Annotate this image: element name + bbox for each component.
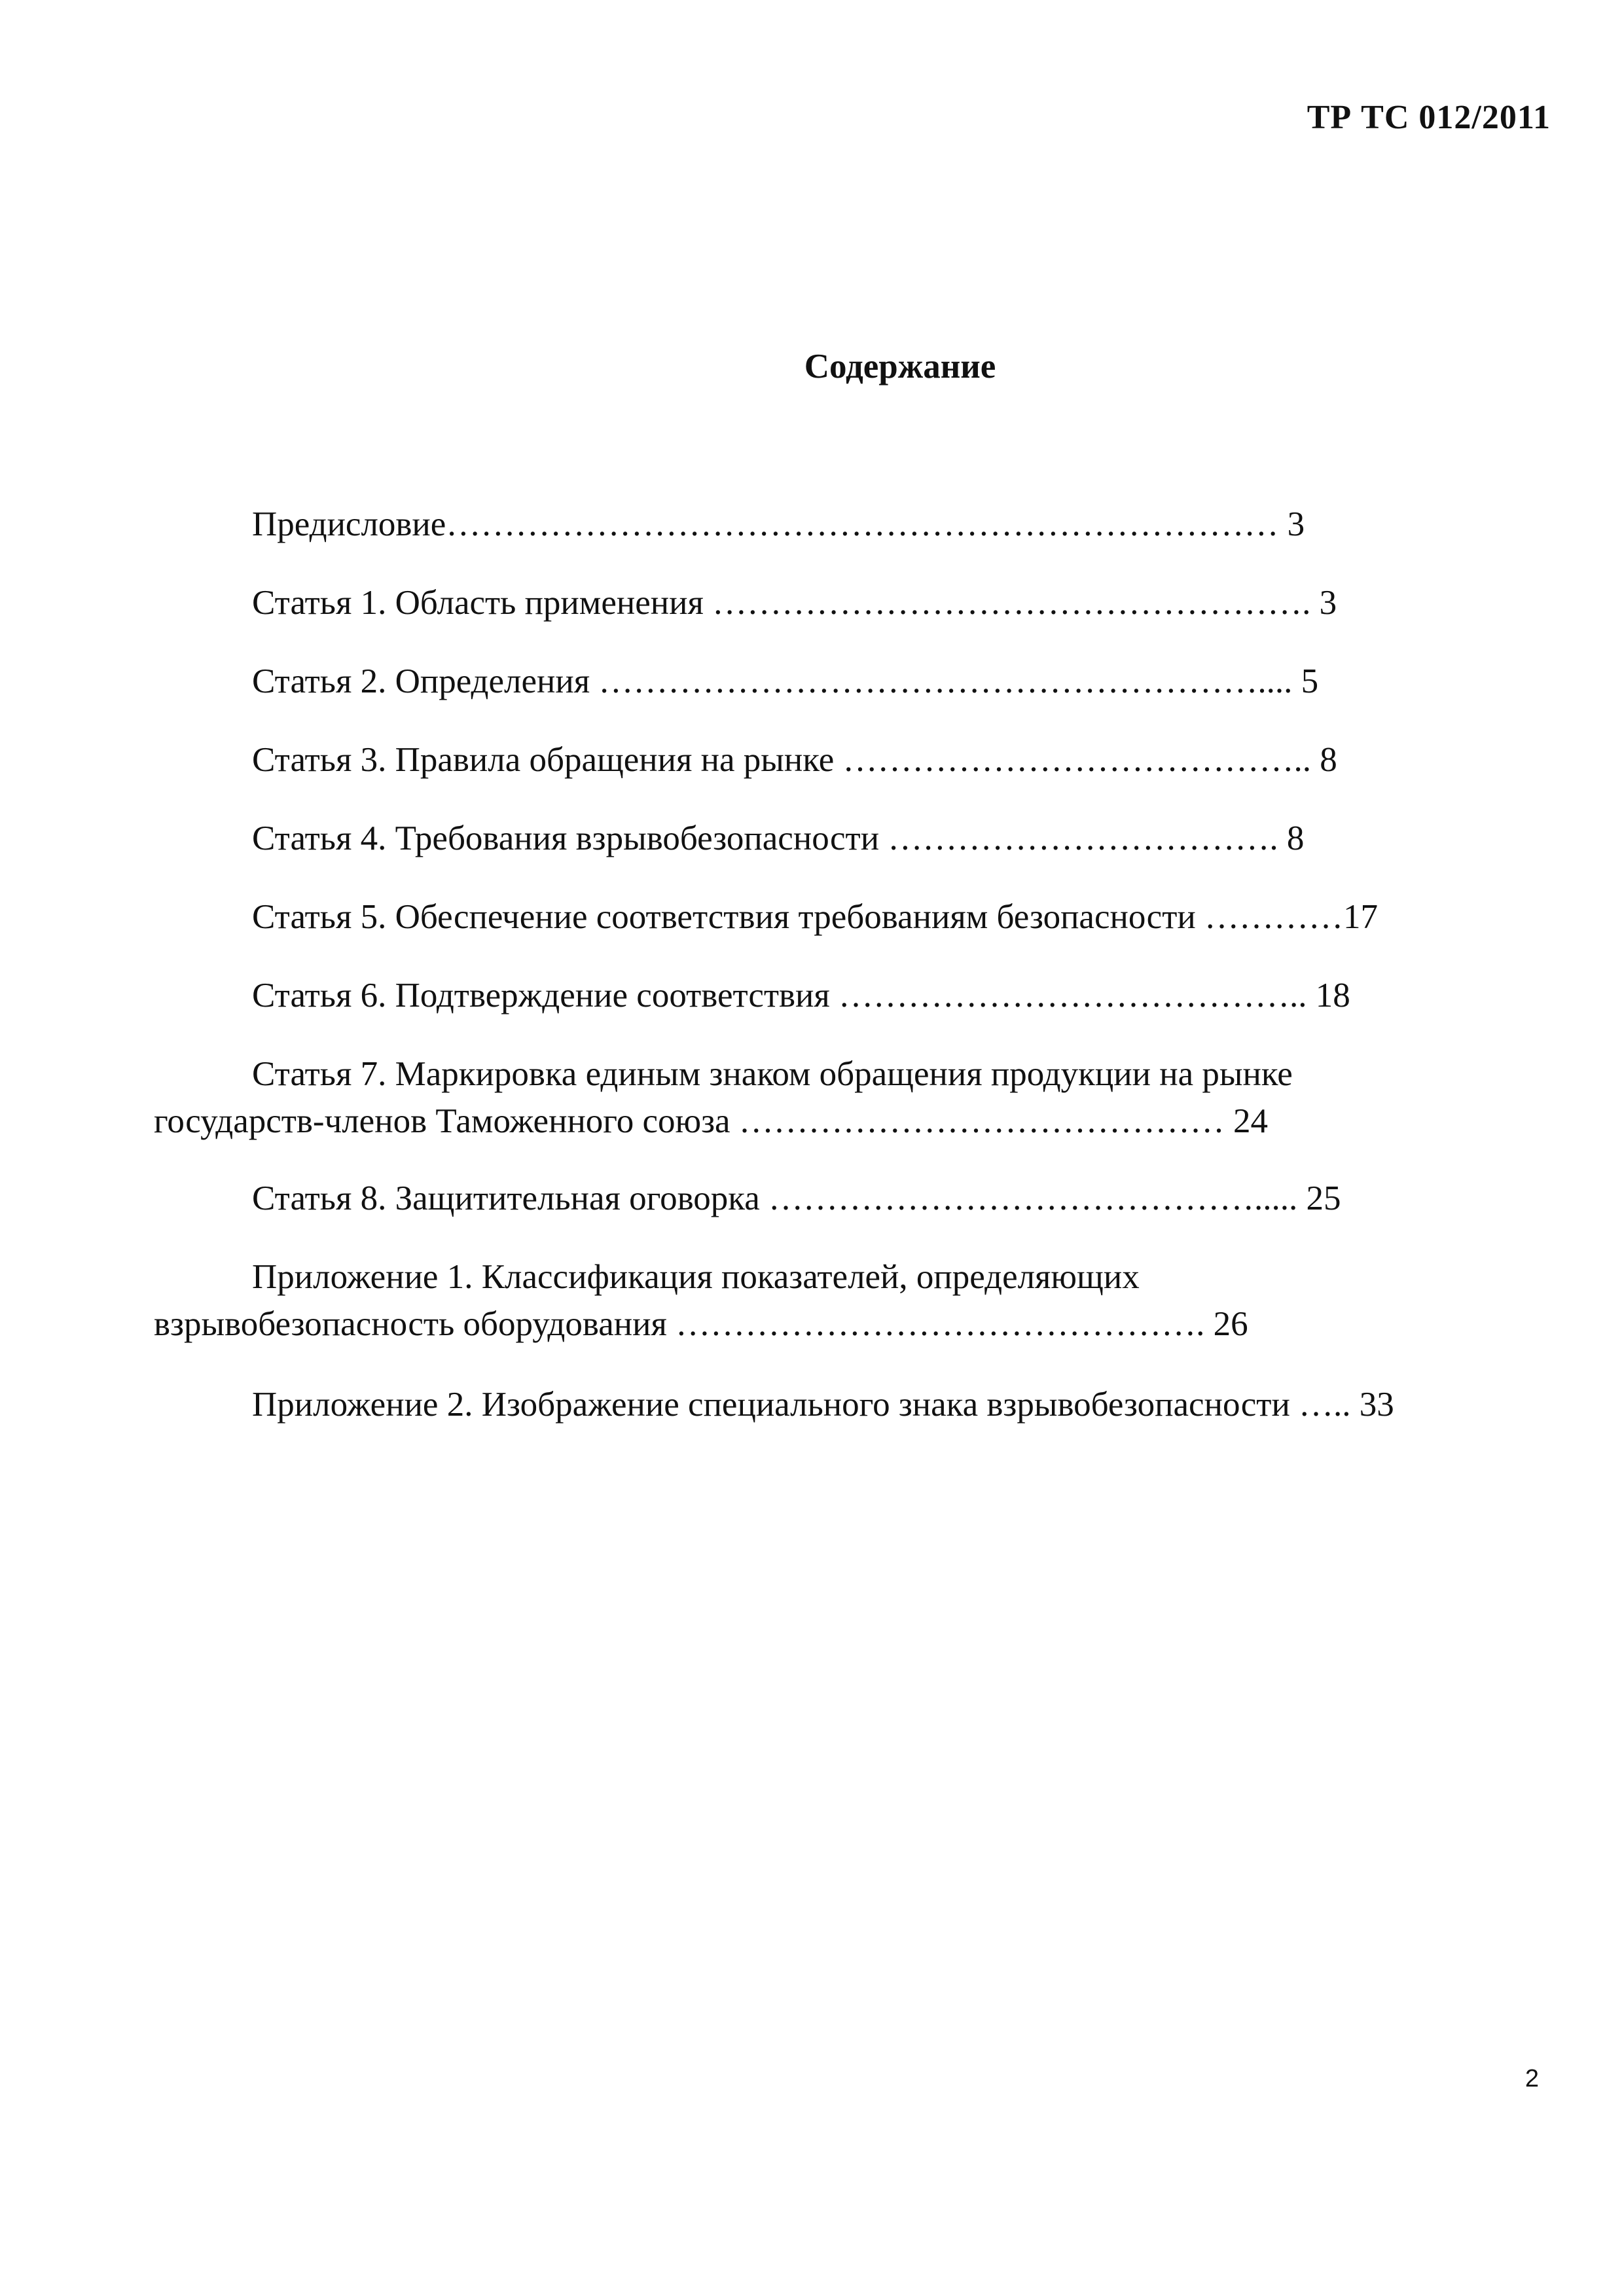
toc-entry-text: Статья 2. Определения ………………………………………………….... 5 bbox=[252, 662, 1319, 700]
toc-entry-text: Статья 4. Требования взрывобезопасности ……………………………. 8 bbox=[252, 819, 1305, 857]
toc-entry-article-4 bbox=[154, 815, 1496, 862]
toc-entry-text: Статья 8. Защитительная оговорка ……………………………………..... 25 bbox=[252, 1179, 1341, 1217]
toc-entry-text: Статья 5. Обеспечение соответствия требованиям безопасности …………17 bbox=[252, 898, 1378, 936]
toc-entry-article-5 bbox=[154, 893, 1496, 941]
toc-entry-text: Статья 6. Подтверждение соответствия ………………………………….. 18 bbox=[252, 977, 1350, 1014]
toc-entry-article-7 bbox=[154, 1050, 1496, 1145]
toc-entry-preface bbox=[154, 501, 1496, 548]
toc-entry-article-3 bbox=[154, 736, 1496, 783]
document-code: ТР ТС 012/2011 bbox=[1307, 99, 1551, 136]
toc-entry-text: Приложение 2. Изображение специального знака взрывобезопасности ….. 33 bbox=[252, 1386, 1394, 1424]
toc-entry-text: Статья 3. Правила обращения на рынке ………………………………….. 8 bbox=[252, 741, 1337, 779]
toc-entry-text: Предисловие……………………………………………………………… 3 bbox=[252, 505, 1305, 543]
toc-entry-appendix-2 bbox=[154, 1381, 1496, 1428]
toc-entry-text-continued: государств-членов Таможенного союза …………………………………… 24 bbox=[154, 1102, 1269, 1140]
toc-entry-article-6 bbox=[154, 972, 1496, 1019]
toc-entry-article-2 bbox=[154, 658, 1496, 705]
toc-title: Содержание bbox=[804, 348, 996, 386]
toc-entry-text-continued: взрывобезопасность оборудования ………………………………………. 26 bbox=[154, 1305, 1248, 1343]
toc-entry-article-8 bbox=[154, 1175, 1496, 1222]
toc-entry-article-1 bbox=[154, 579, 1496, 626]
toc-entry-text: Статья 1. Область применения ……………………………………………. 3 bbox=[252, 584, 1337, 622]
toc-entry-text: Приложение 1. Классификация показателей, определяющих bbox=[252, 1258, 1140, 1296]
toc-entry-text: Статья 7. Маркировка единым знаком обращения продукции на рынке bbox=[252, 1055, 1293, 1093]
toc-entry-appendix-1 bbox=[154, 1253, 1496, 1348]
page-number: 2 bbox=[1525, 2065, 1539, 2092]
